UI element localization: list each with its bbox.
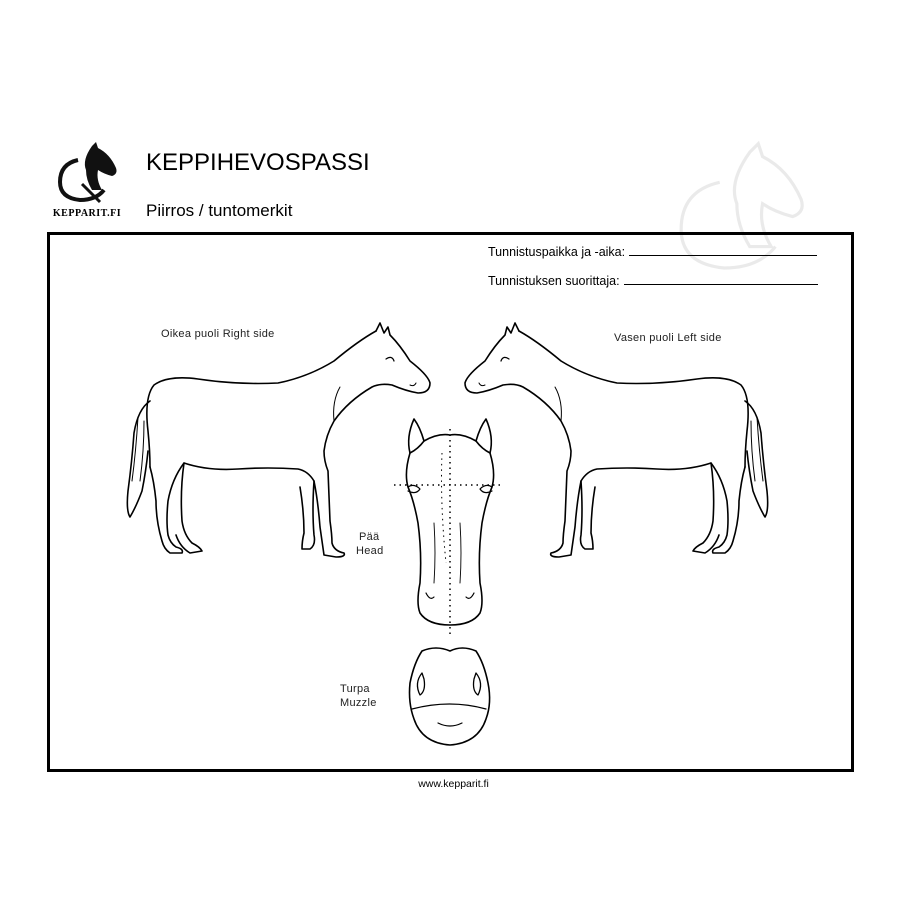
- right-side-label: Oikea puoli Right side: [161, 328, 275, 340]
- identification-place-line[interactable]: [629, 243, 817, 256]
- identification-place-field[interactable]: [488, 243, 817, 259]
- left-side-label: Vasen puoli Left side: [614, 332, 722, 344]
- head-label-fi: Pää: [359, 531, 380, 543]
- page-subtitle: Piirros / tuntomerkit: [146, 201, 293, 220]
- horse-muzzle-drawing[interactable]: [404, 643, 494, 749]
- brand-logo: [44, 140, 130, 224]
- horse-head-logo-icon: [52, 140, 122, 204]
- drawing-frame: [47, 232, 854, 772]
- identifier-line[interactable]: [624, 272, 818, 285]
- page-title: KEPPIHEVOSPASSI: [146, 149, 370, 176]
- horse-left-side-drawing[interactable]: [462, 321, 807, 571]
- footer-url[interactable]: www.kepparit.fi: [418, 778, 489, 790]
- muzzle-label-fi: Turpa: [340, 683, 370, 695]
- head-label-en: Head: [356, 545, 384, 557]
- identification-place-label: Tunnistuspaikka ja -aika:: [488, 245, 626, 259]
- muzzle-label-en: Muzzle: [340, 697, 377, 709]
- identifier-field[interactable]: [488, 272, 818, 288]
- logo-text: KEPPARIT.FI: [52, 208, 122, 219]
- horse-head-front-drawing[interactable]: [394, 413, 504, 635]
- horse-right-side-drawing[interactable]: [88, 321, 433, 571]
- identifier-label: Tunnistuksen suorittaja:: [488, 274, 620, 288]
